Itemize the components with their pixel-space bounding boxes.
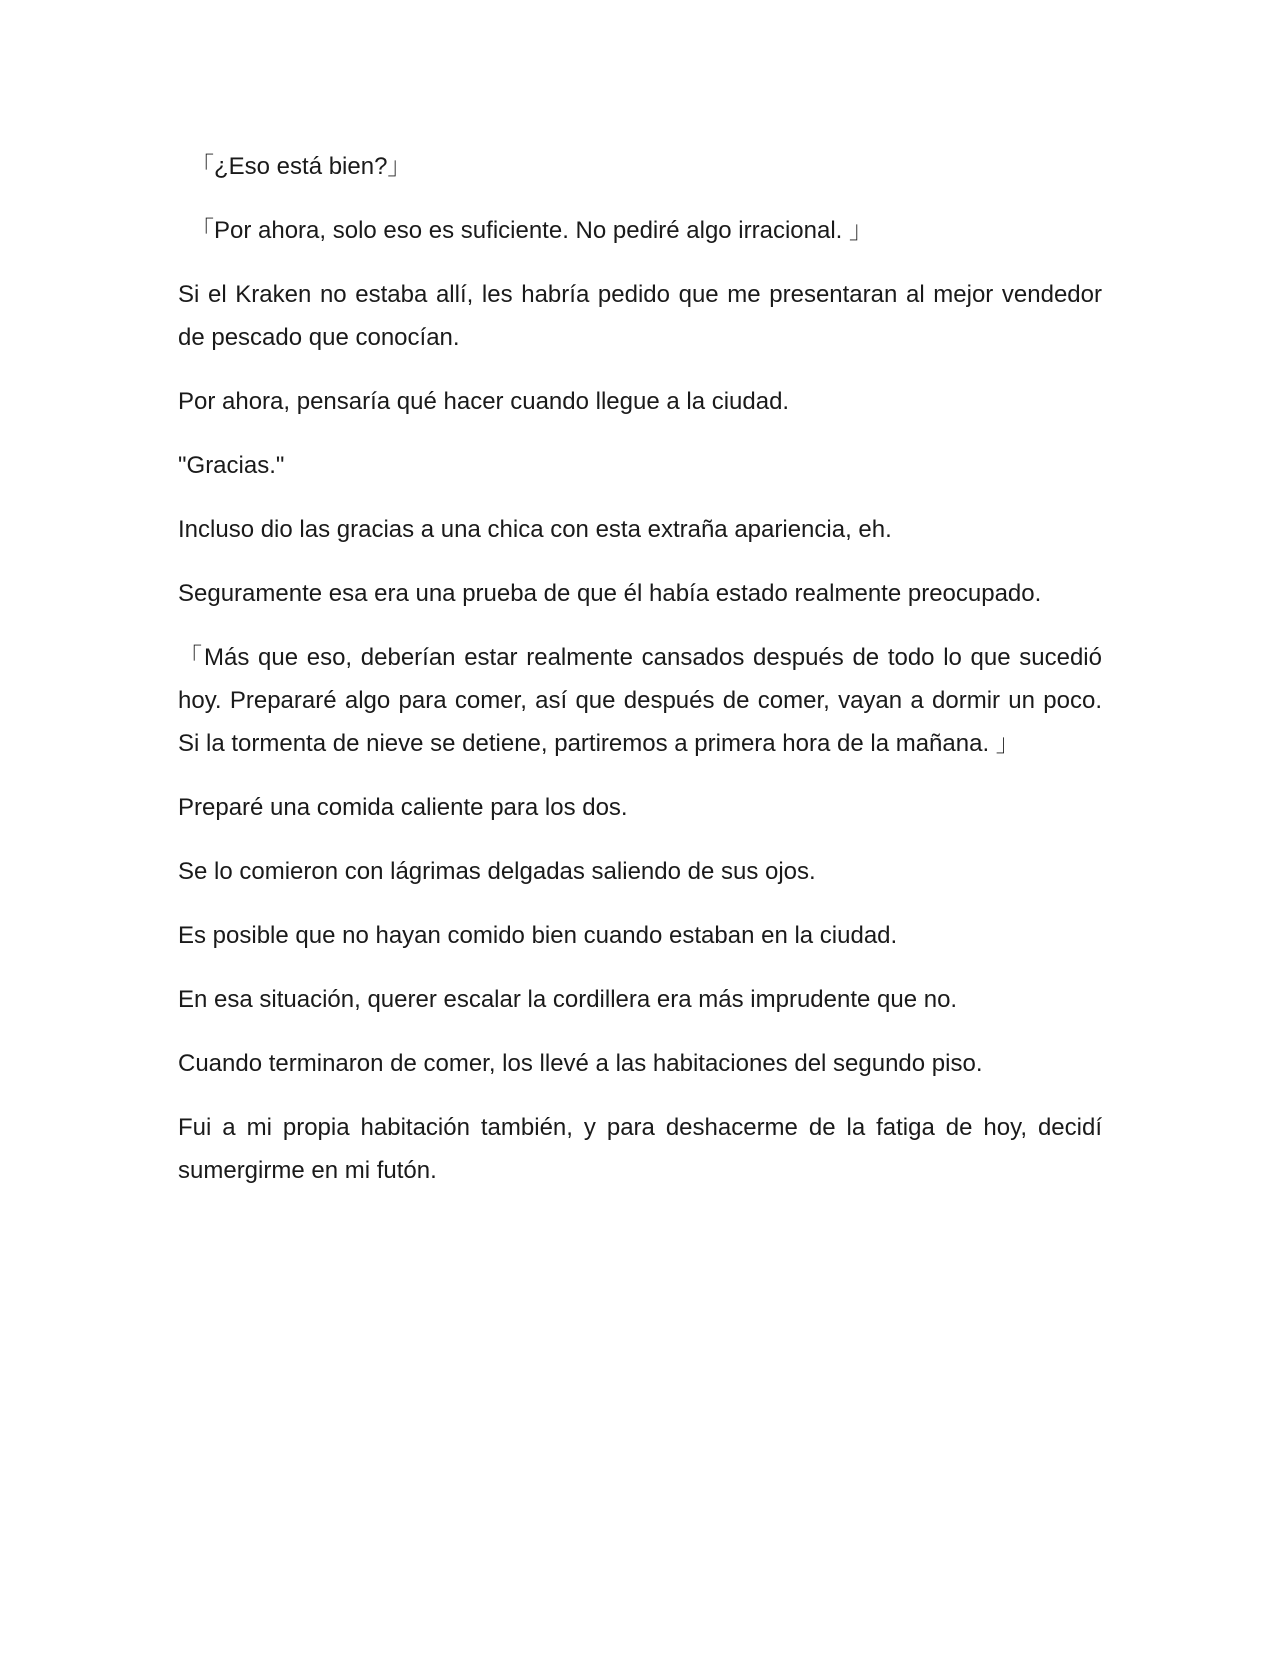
paragraph-12: En esa situación, querer escalar la cordillera era más imprudente que no. <box>178 986 958 1013</box>
paragraph-1: 「¿Eso está bien?」 <box>190 153 412 180</box>
paragraph-11: Es posible que no hayan comido bien cuando estaban en la ciudad. <box>178 922 898 949</box>
paragraph-10: Se lo comieron con lágrimas delgadas saliendo de sus ojos. <box>178 858 816 885</box>
paragraph-7: Seguramente esa era una prueba de que él había estado realmente preocupado. <box>178 580 1042 607</box>
paragraph-2: 「Por ahora, solo eso es suficiente. No pediré algo irracional. 」 <box>190 217 874 244</box>
paragraph-5: "Gracias." <box>178 452 285 479</box>
paragraph-8: 「Más que eso, deberían estar realmente cansados después de todo lo que sucedió hoy. Prepararé algo para comer, así que después de comer, vayan a dormir un poco. Si la tormenta de nieve se detiene, partiremos a primera hora de la mañana. 」 <box>178 644 1102 757</box>
paragraph-13: Cuando terminaron de comer, los llevé a las habitaciones del segundo piso. <box>178 1050 983 1077</box>
document-body <box>178 145 1102 1213</box>
paragraph-6: Incluso dio las gracias a una chica con esta extraña apariencia, eh. <box>178 516 892 543</box>
paragraph-4: Por ahora, pensaría qué hacer cuando llegue a la ciudad. <box>178 388 790 415</box>
paragraph-14: Fui a mi propia habitación también, y para deshacerme de la fatiga de hoy, decidí sumergirme en mi futón. <box>178 1114 1102 1184</box>
paragraph-3: Si el Kraken no estaba allí, les habría pedido que me presentaran al mejor vendedor de pescado que conocían. <box>178 281 1102 351</box>
paragraph-9: Preparé una comida caliente para los dos. <box>178 794 628 821</box>
